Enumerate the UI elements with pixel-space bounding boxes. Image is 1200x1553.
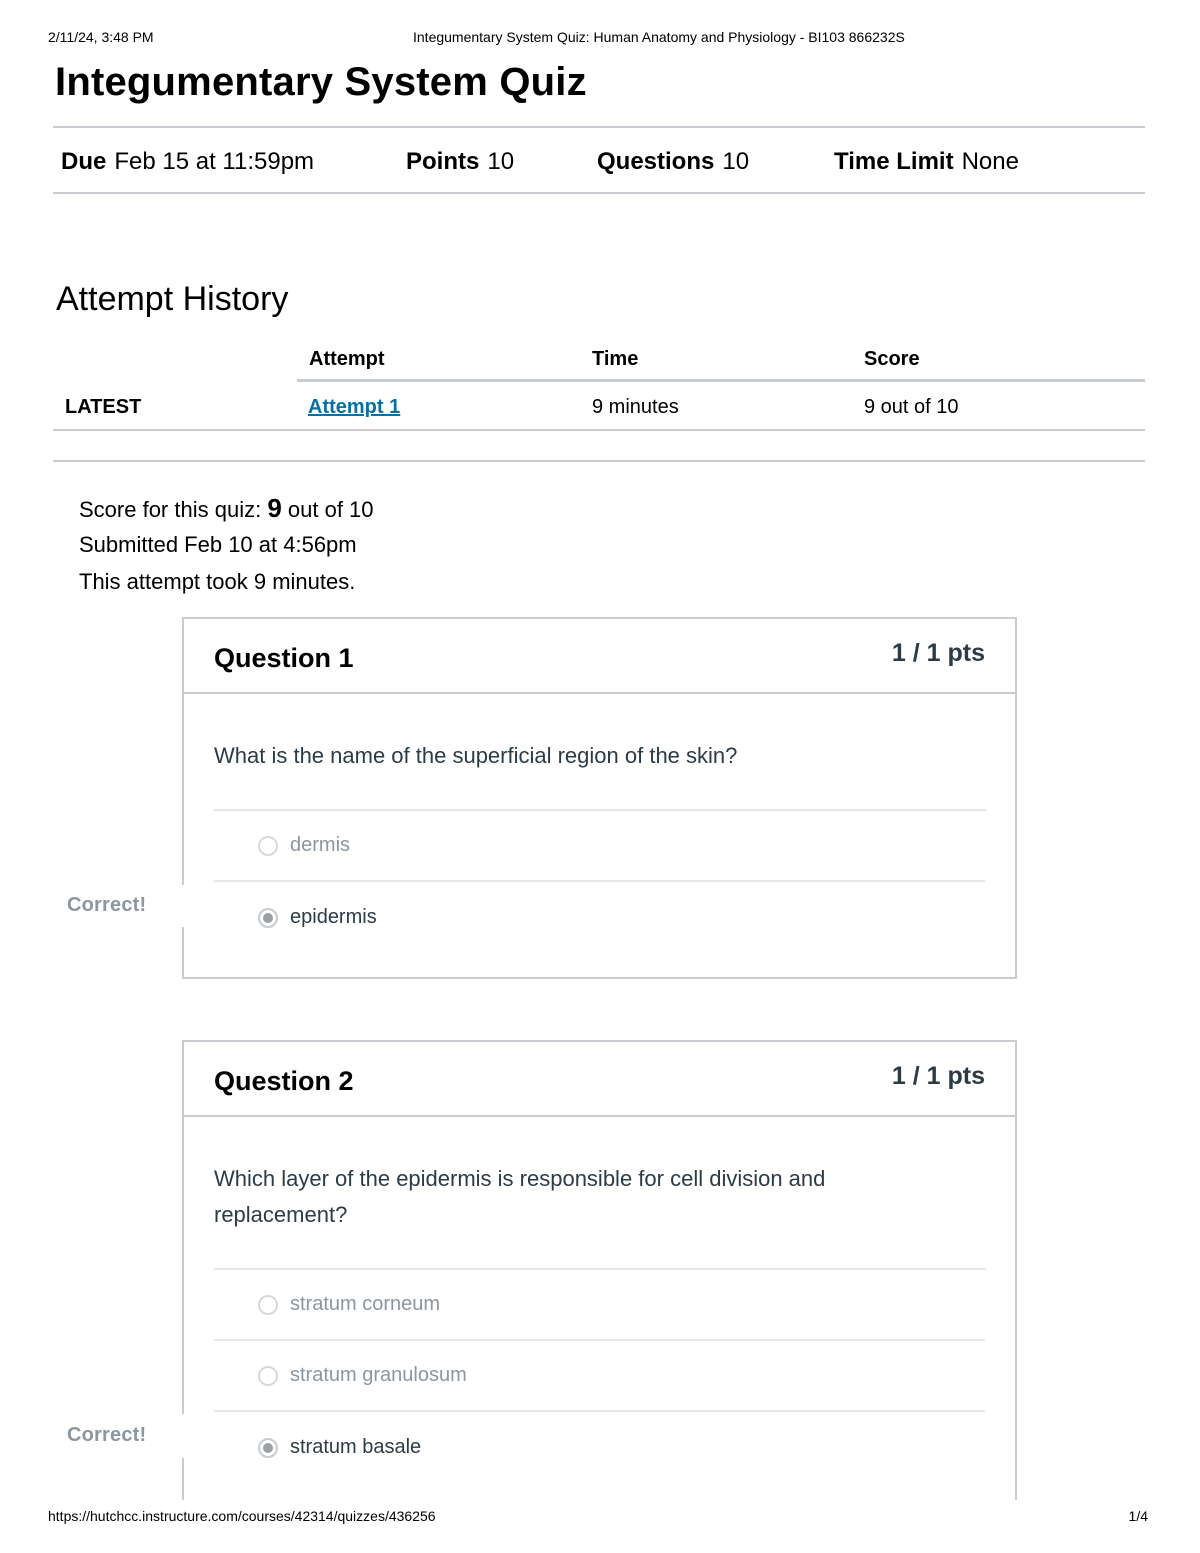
answer-label: dermis: [290, 834, 351, 856]
attempt-duration: This attempt took 9 minutes.: [79, 569, 356, 594]
answer-option[interactable]: [214, 1341, 985, 1412]
attempt-1-link[interactable]: Attempt 1: [308, 396, 401, 418]
questions-value: 10: [722, 148, 750, 175]
question-text: What is the name of the superficial region of the skin?: [214, 694, 986, 811]
answer-label: epidermis: [290, 906, 377, 928]
print-footer: [48, 1508, 1148, 1524]
question-points: 1 / 1 pts: [891, 1062, 985, 1090]
column-header-score: Score: [864, 348, 920, 370]
questions-count: [597, 148, 749, 176]
question-header: [184, 619, 1015, 694]
print-datetime: 2/11/24, 3:48 PM: [48, 29, 154, 45]
question-body: [184, 1117, 1015, 1483]
time-limit: [834, 148, 1019, 176]
correct-flag: Correct!: [67, 1424, 147, 1446]
answer-label: stratum basale: [290, 1436, 422, 1458]
answer-label: stratum corneum: [290, 1293, 441, 1315]
column-header-attempt: Attempt: [309, 348, 385, 370]
score-value: 9: [267, 493, 282, 523]
question-header: [184, 1042, 1015, 1117]
answer-option[interactable]: [214, 811, 985, 882]
attempt-history-table: [53, 340, 1145, 431]
score-suffix: out of 10: [287, 497, 374, 522]
score-summary: [79, 493, 374, 604]
answer-option[interactable]: [214, 1270, 985, 1341]
time-limit-value: None: [961, 148, 1019, 175]
answer-list: [214, 811, 985, 953]
radio-selected-icon[interactable]: [258, 908, 278, 928]
correct-flag: Correct!: [67, 894, 147, 916]
question-text: Which layer of the epidermis is responsible for cell division and replacement?: [214, 1117, 986, 1270]
due-label: Due: [61, 148, 107, 175]
question-title: Question 2: [214, 1066, 354, 1096]
due-date: [61, 148, 314, 176]
radio-unselected-icon[interactable]: [258, 1295, 278, 1315]
points-label: Points: [406, 148, 480, 175]
print-header: [48, 29, 1148, 45]
question-title: Question 1: [214, 643, 354, 673]
answer-option[interactable]: [214, 882, 985, 953]
table-header: [53, 340, 1145, 382]
attempt-history-heading: Attempt History: [56, 280, 289, 318]
question-body: [184, 694, 1015, 953]
answer-list: [214, 1270, 985, 1483]
quiz-meta-bar: [53, 126, 1145, 194]
question-card-1: [182, 617, 1017, 979]
score-prefix: Score for this quiz:: [79, 497, 262, 522]
divider: [53, 460, 1145, 462]
answer-label: stratum granulosum: [290, 1364, 467, 1386]
points-value: 10: [487, 148, 515, 175]
answer-option[interactable]: [214, 1412, 985, 1483]
score-line: [79, 493, 374, 530]
page-title: Integumentary System Quiz: [55, 60, 587, 104]
radio-unselected-icon[interactable]: [258, 836, 278, 856]
submitted-time: Submitted Feb 10 at 4:56pm: [79, 532, 357, 557]
table-row: [53, 382, 1145, 431]
print-doc-title: Integumentary System Quiz: Human Anatomy and Physiology - BI103 866232S: [413, 29, 905, 45]
print-url: https://hutchcc.instructure.com/courses/42314/quizzes/436256: [48, 1508, 436, 1524]
attempt-time: 9 minutes: [592, 396, 679, 418]
attempt-score: 9 out of 10: [864, 396, 959, 418]
print-page-number: 1/4: [1128, 1508, 1148, 1524]
question-points: 1 / 1 pts: [891, 639, 985, 667]
questions-label: Questions: [597, 148, 715, 175]
time-limit-label: Time Limit: [834, 148, 954, 175]
points: [406, 148, 514, 176]
due-value: Feb 15 at 11:59pm: [114, 148, 315, 175]
column-header-time: Time: [592, 348, 639, 370]
radio-selected-icon[interactable]: [258, 1438, 278, 1458]
latest-badge: LATEST: [65, 396, 142, 418]
radio-unselected-icon[interactable]: [258, 1366, 278, 1386]
question-card-2: [182, 1040, 1017, 1500]
